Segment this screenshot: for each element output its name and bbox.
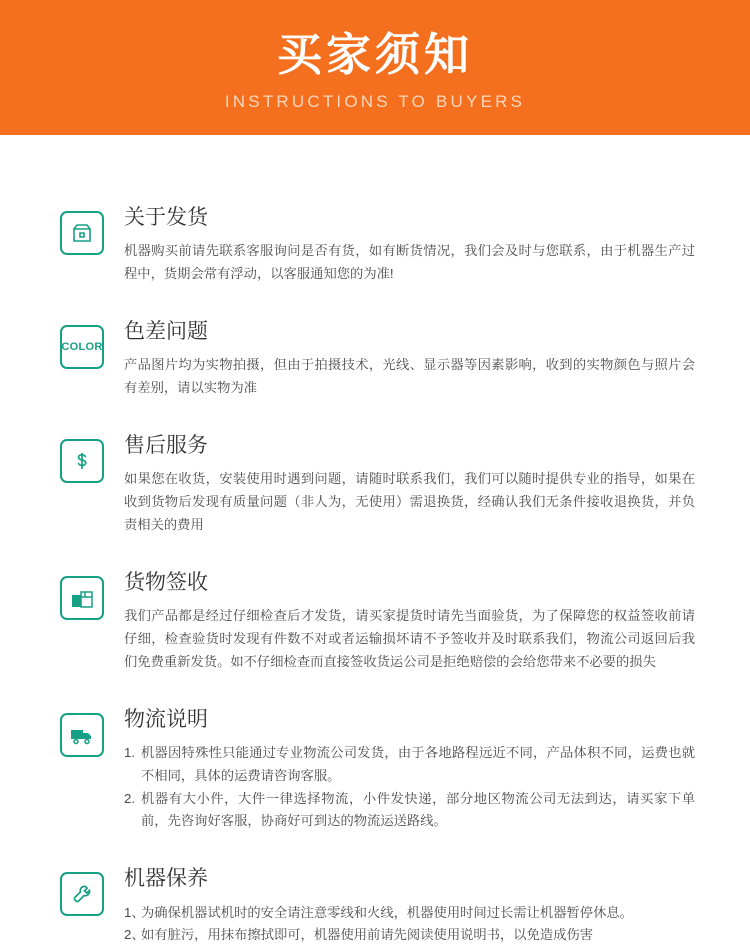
section-title: 售后服务	[124, 433, 208, 457]
section-numbered-list	[124, 902, 695, 947]
section-paragraph: 机器购买前请先联系客服询问是否有货，如有断货情况，我们会及时与您联系，由于机器生产过程中，货期会常有浮动，以客服通知您的为准!	[124, 243, 695, 282]
package-box-icon	[60, 211, 104, 255]
list-item-text: 机器因特殊性只能通过专业物流公司发货，由于各地路程远近不同，产品体积不同，运费也就不相同，具体的运费请咨询客服。	[141, 744, 695, 783]
list-item-text: 如有脏污，用抹布擦拭即可，机器使用前请先阅读使用说明书，以免造成伤害	[141, 927, 594, 943]
list-item-text: 机器有大小件，大件一律选择物流，小件发快递，部分地区物流公司无法到达，请买家下单前，先咨询好客服，协商好可到达的物流运送路线。	[141, 790, 695, 829]
section-paragraph: 如果您在收货，安装使用时遇到问题，请随时联系我们，我们可以随时提供专业的指导，如果在收到货物后发现有质量问题（非人为，无使用）需退换货，经确认我们无条件接收退换货，并负责相关的费用	[124, 471, 695, 532]
section-title: 物流说明	[124, 707, 208, 731]
section-numbered-list	[124, 742, 695, 833]
color-swatch-icon	[60, 325, 104, 369]
color-swatch-label: COLOR	[61, 340, 103, 353]
section-after-sales	[0, 433, 750, 537]
dollar-sign-icon	[60, 439, 104, 483]
section-logistics	[0, 707, 750, 834]
section-shipping	[0, 205, 750, 286]
section-color-difference	[0, 319, 750, 400]
list-item-text: 为确保机器试机时的安全请注意零线和火线，机器使用时间过长需让机器暂停休息。	[141, 904, 633, 920]
list-item	[124, 902, 695, 925]
list-item	[124, 742, 695, 788]
list-item-number: 2、	[124, 927, 145, 943]
truck-logistics-icon	[60, 713, 104, 757]
section-maintenance	[0, 866, 750, 947]
list-item	[124, 788, 695, 834]
list-item	[124, 924, 695, 947]
section-goods-acceptance	[0, 570, 750, 674]
section-title: 关于发货	[124, 206, 208, 229]
list-item-number: 1、	[124, 904, 145, 920]
list-item-number: 2.	[124, 790, 136, 806]
list-item-number: 1.	[124, 744, 136, 760]
section-title: 货物签收	[124, 570, 208, 594]
instructions-list	[0, 135, 750, 947]
section-paragraph: 我们产品都是经过仔细检查后才发货，请买家提货时请先当面验货，为了保障您的权益签收前请仔细，检查验货时发现有件数不对或者运输损坏请不予签收并及时联系我们，物流公司返回后我们免费重新发货。如不仔细检查而直接签收货运公司是拒绝赔偿的会给您带来不必要的损失	[124, 608, 695, 669]
section-paragraph: 产品图片均为实物拍摄，但由于拍摄技术，光线、显示器等因素影响，收到的实物颜色与照片会有差别，请以实物为准	[124, 357, 695, 396]
page-header-banner	[0, 0, 750, 135]
section-title: 色差问题	[124, 319, 208, 343]
boxes-delivery-icon	[60, 576, 104, 620]
section-title: 机器保养	[124, 867, 208, 891]
page-subtitle: INSTRUCTIONS TO BUYERS	[224, 92, 526, 112]
page-title: 买家须知	[276, 28, 473, 80]
